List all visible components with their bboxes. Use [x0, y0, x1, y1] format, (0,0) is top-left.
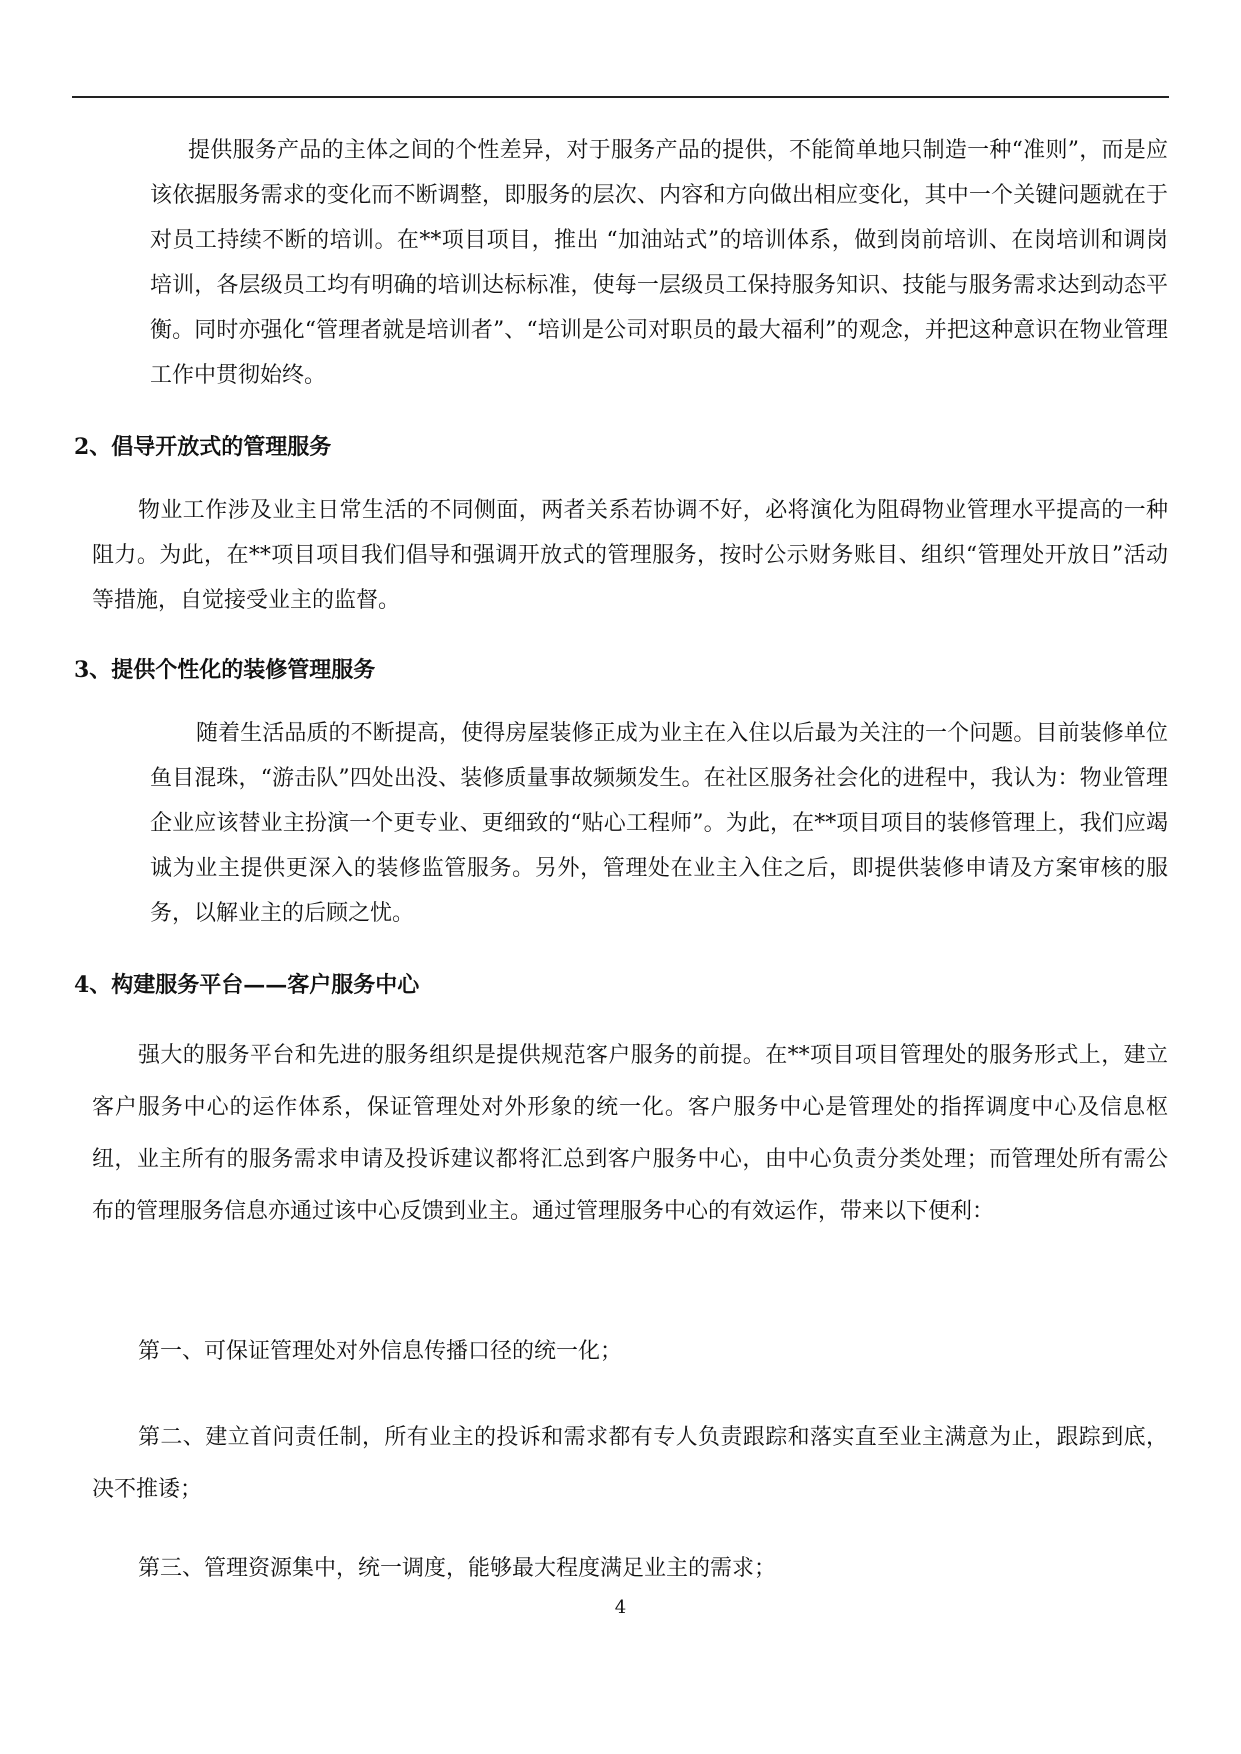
heading-renovation-service: 3、提供个性化的装修管理服务	[74, 657, 376, 683]
heading-open-management: 2、倡导开放式的管理服务	[74, 434, 332, 460]
header-rule	[72, 96, 1169, 98]
list-item-third: 第三、管理资源集中，统一调度，能够最大程度满足业主的需求；	[138, 1556, 777, 1581]
paragraph-training: 提供服务产品的主体之间的个性差异，对于服务产品的提供，不能简单地只制造一种“准则”，而是应该依据服务需求的变化而不断调整，即服务的层次、内容和方向做出相应变化，其中一个关键问题就在于对员工持续不断的培训。在**项目项目，推出 “加油站式”的培训体系，做到岗前培训、在岗培训和调岗培训，各层级员工均有明确的培训达标标准，使每一层级员工保持服务知识、技能与服务需求达到动态平衡。同时亦强化“管理者就是培训者”、“培训是公司对职员的最大福利”的观念，并把这种意识在物业管理工作中贯彻始终。	[150, 138, 1168, 388]
heading-service-platform: 4、构建服务平台——客户服务中心	[74, 972, 420, 998]
paragraph-open-management: 物业工作涉及业主日常生活的不同侧面，两者关系若协调不好，必将演化为阻碍物业管理水平提高的一种阻力。为此，在**项目项目我们倡导和强调开放式的管理服务，按时公示财务账目、组织“管理处开放日”活动等措施，自觉接受业主的监督。	[92, 498, 1168, 613]
list-item-second: 第二、建立首问责任制，所有业主的投诉和需求都有专人负责跟踪和落实直至业主满意为止，跟踪到底，决不推诿；	[92, 1425, 1168, 1502]
list-item-first: 第一、可保证管理处对外信息传播口径的统一化；	[138, 1339, 623, 1364]
paragraph-renovation-service: 随着生活品质的不断提高，使得房屋装修正成为业主在入住以后最为关注的一个问题。目前装修单位鱼目混珠，“游击队”四处出没、装修质量事故频频发生。在社区服务社会化的进程中，我认为：物业管理企业应该替业主扮演一个更专业、更细致的“贴心工程师”。为此，在**项目项目的装修管理上，我们应竭诚为业主提供更深入的装修监管服务。另外，管理处在业主入住之后，即提供装修申请及方案审核的服务，以解业主的后顾之忧。	[150, 721, 1168, 926]
paragraph-service-platform: 强大的服务平台和先进的服务组织是提供规范客户服务的前提。在**项目项目管理处的服务形式上，建立客户服务中心的运作体系，保证管理处对外形象的统一化。客户服务中心是管理处的指挥调度中心及信息枢纽，业主所有的服务需求申请及投诉建议都将汇总到客户服务中心，由中心负责分类处理；而管理处所有需公布的管理服务信息亦通过该中心反馈到业主。通过管理服务中心的有效运作，带来以下便利：	[92, 1043, 1168, 1224]
page-number: 4	[614, 1597, 627, 1618]
